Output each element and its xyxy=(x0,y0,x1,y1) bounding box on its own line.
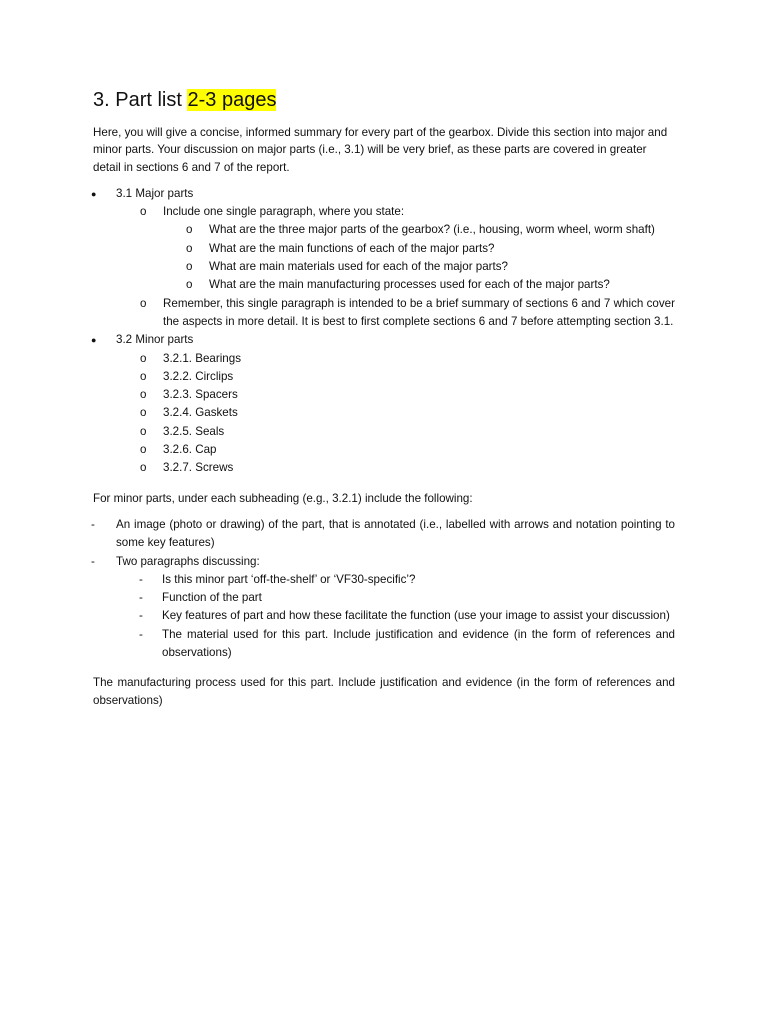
list-item xyxy=(93,203,675,221)
list-item xyxy=(93,295,675,332)
circle-bullet-icon: o xyxy=(186,223,193,237)
spacer xyxy=(93,478,675,490)
circle-bullet-icon: o xyxy=(140,406,147,420)
minor-part-item: 3.2.3. Spacers xyxy=(163,388,238,402)
dash-bullet-icon: - xyxy=(139,627,143,641)
bullet-icon: ● xyxy=(91,335,97,346)
circle-bullet-icon: o xyxy=(140,351,147,365)
list-item xyxy=(93,276,675,294)
list-item xyxy=(93,571,675,589)
minor-part-item: 3.2.1. Bearings xyxy=(163,351,241,365)
list-item xyxy=(93,258,675,276)
heading-prefix: 3. Part list xyxy=(93,89,188,111)
list-item xyxy=(93,386,675,404)
circle-bullet-icon: o xyxy=(140,424,147,438)
major-question: What are the three major parts of the gearbox? (i.e., housing, worm wheel, worm shaft) xyxy=(209,223,655,237)
list-item xyxy=(93,368,675,386)
requirement-image: An image (photo or drawing) of the part, that is annotated (i.e., labelled with arrows and notation pointing to some key features) xyxy=(116,517,675,550)
major-parts-label: 3.1 Major parts xyxy=(116,186,194,200)
spacer xyxy=(93,662,675,674)
list-item xyxy=(93,516,675,553)
circle-bullet-icon: o xyxy=(140,369,147,383)
list-item-minor-parts xyxy=(93,331,675,349)
list-item xyxy=(93,459,675,477)
list-item xyxy=(93,404,675,422)
circle-bullet-icon: o xyxy=(186,278,193,292)
list-item xyxy=(93,240,675,258)
requirement-sub-item: Is this minor part ‘off-the-shelf’ or ‘VF30-specific’? xyxy=(162,572,416,586)
document-page xyxy=(93,86,675,718)
minor-part-item: 3.2.2. Circlips xyxy=(163,369,234,383)
major-question: What are the main manufacturing processes used for each of the major parts? xyxy=(209,278,610,292)
minor-part-item: 3.2.5. Seals xyxy=(163,424,225,438)
circle-bullet-icon: o xyxy=(186,260,193,274)
minor-parts-label: 3.2 Minor parts xyxy=(116,333,194,347)
list-item xyxy=(93,441,675,459)
list-item xyxy=(93,350,675,368)
minor-part-item: 3.2.4. Gaskets xyxy=(163,406,238,420)
dash-bullet-icon: - xyxy=(139,609,143,623)
major-question: What are main materials used for each of the major parts? xyxy=(209,260,508,274)
list-item xyxy=(93,607,675,625)
circle-bullet-icon: o xyxy=(140,461,147,475)
list-item xyxy=(93,626,675,663)
circle-bullet-icon: o xyxy=(186,241,193,255)
circle-bullet-icon: o xyxy=(140,296,147,310)
list-item xyxy=(93,423,675,441)
requirement-sub-item: The material used for this part. Include justification and evidence (in the form of references and observations) xyxy=(162,627,675,660)
minor-part-item: 3.2.7. Screws xyxy=(163,461,234,475)
requirement-sub-item: Key features of part and how these facilitate the function (use your image to assist your discussion) xyxy=(162,609,670,623)
dash-bullet-icon: - xyxy=(91,517,95,531)
heading-highlight: 2-3 pages xyxy=(187,89,277,111)
dash-bullet-icon: - xyxy=(139,591,143,605)
circle-bullet-icon: o xyxy=(140,443,147,457)
list-item-major-parts xyxy=(93,185,675,203)
circle-bullet-icon: o xyxy=(140,388,147,402)
minor-intro-paragraph: For minor parts, under each subheading (e.g., 3.2.1) include the following: xyxy=(93,491,473,505)
requirement-sub-item: Function of the part xyxy=(162,591,262,605)
list-item xyxy=(93,221,675,239)
major-reminder: Remember, this single paragraph is intended to be a brief summary of sections 6 and 7 which cover the aspects in more detail. It is best to first complete sections 6 and 7 before attempting section 3.1. xyxy=(163,296,675,328)
major-instruction: Include one single paragraph, where you state: xyxy=(163,205,405,219)
closing-paragraph: The manufacturing process used for this part. Include justification and evidence (in the form of references and observations) xyxy=(93,676,675,707)
dash-bullet-icon: - xyxy=(139,572,143,586)
requirement-paragraphs: Two paragraphs discussing: xyxy=(116,554,260,568)
bullet-icon: ● xyxy=(91,188,97,199)
dash-bullet-icon: - xyxy=(91,554,95,568)
minor-part-item: 3.2.6. Cap xyxy=(163,443,217,457)
circle-bullet-icon: o xyxy=(140,205,147,219)
major-question: What are the main functions of each of the major parts? xyxy=(209,241,495,255)
intro-paragraph: Here, you will give a concise, informed summary for every part of the gearbox. Divide this section into major and minor parts. Your discussion on major parts (i.e., 3.1) will be very brief, as these parts are covered in greater detail in sections 6 and 7 of the report. xyxy=(93,126,668,174)
list-item xyxy=(93,553,675,571)
section-heading xyxy=(93,86,675,114)
list-item xyxy=(93,589,675,607)
